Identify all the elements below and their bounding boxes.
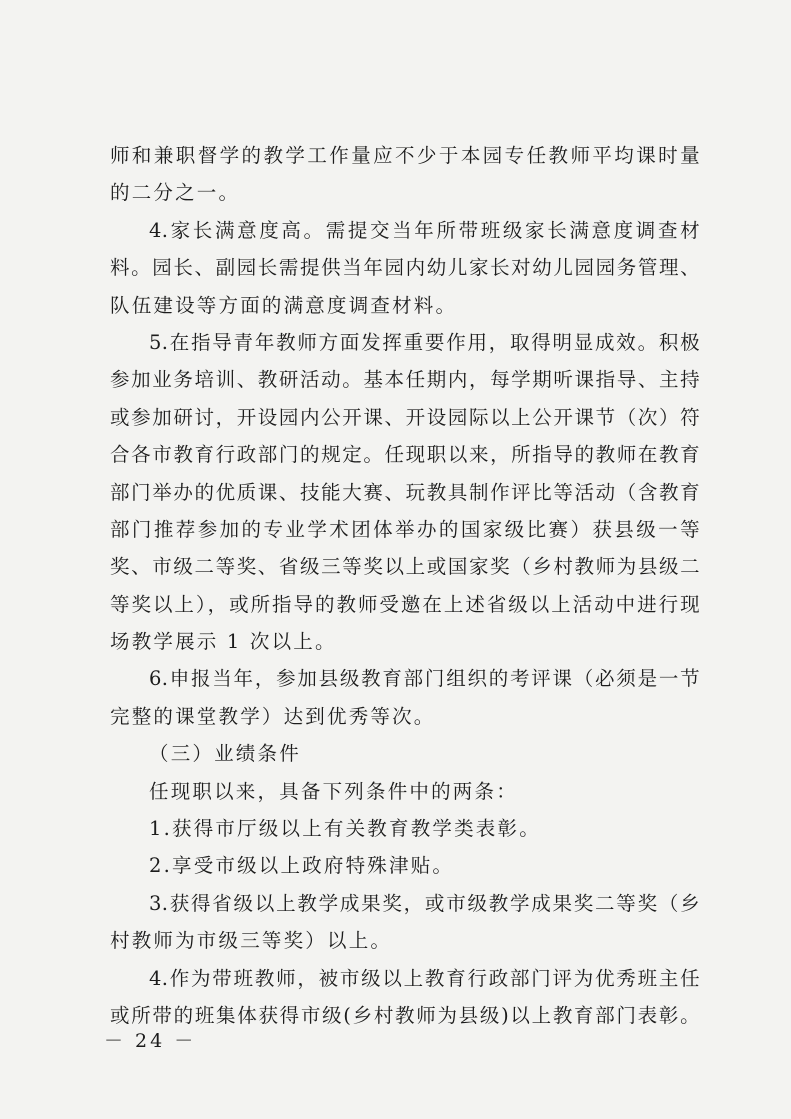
text-line: 队伍建设等方面的满意度调查材料。 (110, 293, 458, 317)
text-line: 2.享受市级以上政府特殊津贴。 (149, 854, 455, 878)
text-line: 部门举办的优质课、技能大赛、玩教具制作评比等活动（含教育 (110, 480, 700, 504)
text-line: 3.获得省级以上教学成果奖，或市级教学成果奖二等奖（乡 (149, 891, 700, 915)
text-line: 奖、市级二等奖、省级三等奖以上或国家奖（乡村教师为县级二 (110, 555, 700, 579)
text-line: 合各市教育行政部门的规定。任现职以来，所指导的教师在教育 (110, 443, 700, 467)
text-line: 参加业务培训、教研活动。基本任期内，每学期听课指导、主持 (110, 368, 700, 392)
text-line: 4.家长满意度高。需提交当年所带班级家长满意度调查材 (149, 218, 700, 242)
text-line: 任现职以来，具备下列条件中的两条： (149, 779, 518, 803)
text-line: 6.申报当年，参加县级教育部门组织的考评课（必须是一节 (149, 667, 700, 691)
text-line: 1.获得市厅级以上有关教育教学类表彰。 (149, 817, 541, 841)
text-line: 4.作为带班教师，被市级以上教育行政部门评为优秀班主任 (149, 966, 700, 990)
text-line: 村教师为市级三等奖）以上。 (110, 929, 393, 953)
text-line: 料。园长、副园长需提供当年园内幼儿家长对幼儿园园务管理、 (110, 256, 700, 280)
section-heading: （三）业绩条件 (149, 742, 301, 766)
text-line: 完整的课堂教学）达到优秀等次。 (110, 704, 436, 728)
text-line: 或所带的班集体获得市级(乡村教师为县级)以上教育部门表彰。 (110, 1003, 700, 1027)
text-line: 等奖以上），或所指导的教师受邀在上述省级以上活动中进行现 (110, 592, 700, 616)
body-text (110, 137, 700, 1034)
page-number: － 24 － (104, 1030, 197, 1052)
text-line: 师和兼职督学的教学工作量应不少于本园专任教师平均课时量 (110, 144, 700, 167)
text-line: 部门推荐参加的专业学术团体举办的国家级比赛）获县级一等 (110, 517, 700, 541)
text-line: 场教学展示 1 次以上。 (110, 630, 337, 654)
text-line: 的二分之一。 (110, 181, 241, 205)
text-line: 5.在指导青年教师方面发挥重要作用，取得明显成效。积极 (149, 330, 700, 354)
text-line: 或参加研讨，开设园内公开课、开设园际以上公开课节（次）符 (110, 405, 700, 429)
